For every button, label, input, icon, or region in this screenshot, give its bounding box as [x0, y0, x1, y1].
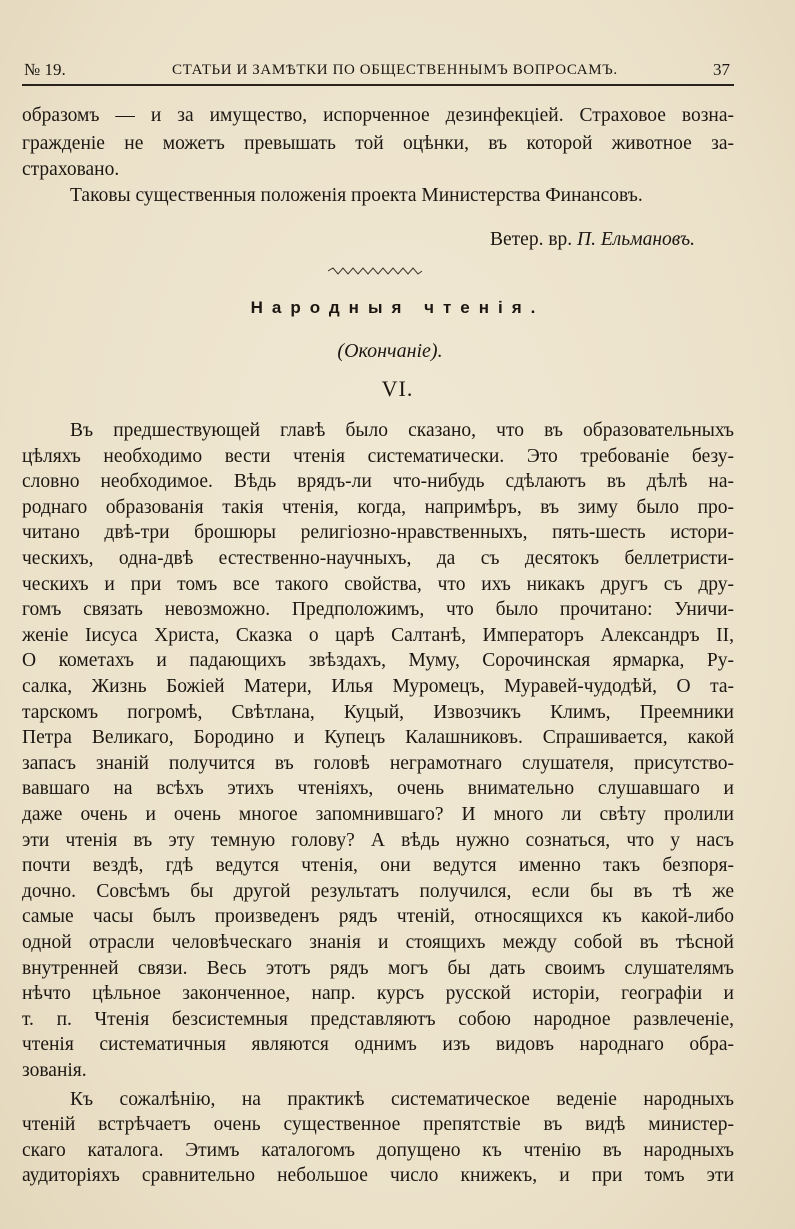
- author-signature: [490, 229, 695, 251]
- text-line: женіе Іисуса Христа, Сказка о царѣ Салтанѣ, Императоръ Александръ II,: [22, 624, 734, 646]
- text-line: одной отрасли человѣческаго знанія и стоящихъ между собой въ тѣсной: [22, 932, 734, 953]
- text-line: гражденіе не можетъ превышать той оцѣнки, въ которой животное за-: [22, 133, 734, 154]
- text-line: т. п. Чтенія безсистемныя представляютъ собою народное развлеченіе,: [22, 1008, 734, 1030]
- text-line: роднаго образованія такія чтенія, когда, напримѣръ, въ зиму было про-: [22, 496, 734, 518]
- text-line: О кометахъ и падающихъ звѣздахъ, Муму, Сорочинская ярмарка, Ру-: [22, 650, 734, 672]
- signature-prefix: Ветер. вр.: [490, 229, 573, 250]
- text-line: скаго каталога. Этимъ каталогомъ допущено къ чтенію въ народныхъ: [22, 1139, 734, 1161]
- text-line: Въ предшествующей главѣ было сказано, что въ образовательныхъ: [70, 420, 734, 441]
- text-line: запасъ знаній получится въ головѣ неграмотнаго слушателя, присутство-: [22, 752, 734, 774]
- text-line: Петра Великаго, Бородино и Купецъ Калашниковъ. Спрашивается, какой: [22, 727, 734, 749]
- chapter-number: VI.: [381, 376, 414, 401]
- page-number: 37: [713, 60, 730, 79]
- text-line: внутренней связи. Весь этотъ рядъ могъ бы дать своимъ слушателямъ: [22, 957, 734, 979]
- text-line: самые часы былъ произведенъ рядъ чтеній, относящихся къ какой-либо: [22, 906, 734, 928]
- text-line: дочно. Совсѣмъ бы другой результатъ получился, если бы въ тѣ же: [22, 880, 734, 902]
- section-title: Народныя чтенія.: [250, 298, 545, 317]
- text-line: цѣляхъ необходимо вести чтенія систематически. Это требованіе безу-: [22, 445, 734, 467]
- running-title: СТАТЬИ И ЗАМѢТКИ ПО ОБЩЕСТВЕННЫМЪ ВОПРОСАМЪ.: [172, 62, 618, 78]
- text-line: Къ сожалѣнію, на практикѣ систематическое веденіе народныхъ: [70, 1088, 734, 1110]
- text-line: салка, Жизнь Божіей Матери, Илья Муромецъ, Муравей-чудодѣй, О та-: [22, 676, 734, 697]
- text-line: читано двѣ-три брошюры религіозно-нравственныхъ, пять-шесть истори-: [22, 522, 734, 544]
- running-header: [22, 58, 734, 86]
- issue-number: № 19.: [24, 60, 66, 79]
- text-line: даже очень и очень многое запомнившаго? И много ли свѣту пролили: [22, 804, 734, 825]
- text-line: нѣчто цѣльное законченное, напр. курсъ русской исторіи, географіи и: [22, 983, 734, 1005]
- text-line: тарскомъ погромѣ, Свѣтлана, Куцый, Извозчикъ Климъ, Преемники: [22, 701, 734, 723]
- text-line: ческихъ, одна-двѣ естественно-научныхъ, да съ десятокъ беллетристи-: [22, 548, 734, 569]
- text-line: эти чтенія въ эту темную голову? А вѣдь нужно сознаться, что у насъ: [22, 829, 734, 851]
- text-line: чтенія систематичныя являются однимъ изъ видовъ народнаго обра-: [22, 1034, 734, 1056]
- text-line: словно необходимое. Вѣдь врядъ-ли что-нибудь сдѣлаютъ въ дѣлѣ на-: [22, 471, 734, 493]
- text-line: чтеній встрѣчаетъ очень существенное препятствіе въ видѣ министер-: [22, 1114, 734, 1136]
- text-line: ческихъ и при томъ все такого свойства, что ихъ никакъ другъ съ дру-: [22, 573, 734, 595]
- text-line: аудиторіяхъ сравнительно небольшое число книжекъ, и при томъ эти: [22, 1165, 734, 1187]
- section-subtitle: (Окончаніе).: [337, 340, 443, 362]
- text-line: вавшаго на всѣхъ этихъ чтеніяхъ, очень внимательно слушавшаго и: [22, 778, 734, 800]
- text-line: гомъ связать невозможно. Предположимъ, что было прочитано: Уничи-: [22, 599, 734, 621]
- text-line: страховано.: [22, 159, 120, 180]
- section-divider-ornament: [328, 266, 422, 276]
- text-line: зованія.: [22, 1060, 87, 1081]
- text-line: почти вездѣ, гдѣ ведутся чтенія, они ведутся именно такъ безпоря-: [22, 855, 734, 877]
- text-line: образомъ — и за имущество, испорченное дезинфекціей. Страховое возна-: [22, 105, 734, 126]
- summary-line: Таковы существенныя положенія проекта Министерства Финансовъ.: [70, 185, 643, 206]
- signature-name: П. Ельмановъ.: [577, 229, 695, 250]
